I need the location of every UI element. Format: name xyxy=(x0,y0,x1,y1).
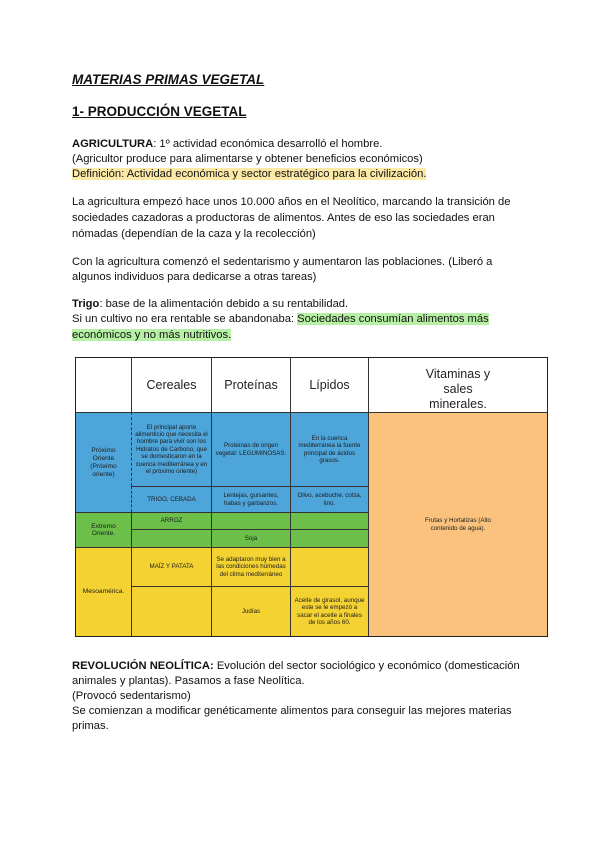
eo-lipid-empty xyxy=(290,512,368,529)
vitamins-text: Frutas y Hortalizas (Alto contenido de agua). xyxy=(424,517,492,532)
po-protein-note: Proteínas de origen vegetal: LEGUMINOSAS: xyxy=(211,412,290,486)
header-lipidos: Lípidos xyxy=(290,358,368,412)
wheat-highlight-1: Sociedades consumían alimentos más xyxy=(297,313,489,325)
header-corner xyxy=(76,358,131,412)
section-heading: 1- PRODUCCIÓN VEGETAL xyxy=(72,104,247,119)
eo-cereal: ARROZ xyxy=(131,512,211,529)
revolution-line xyxy=(72,658,520,674)
wheat-text: : base de la alimentación debido a su rentabilidad. xyxy=(99,298,349,310)
paragraph-2-line-2: algunos individuos para dedicarse a otras tareas) xyxy=(72,271,317,283)
revolution-line-4: Se comienzan a modificar genéticamente alimentos para conseguir las mejores materias xyxy=(72,705,512,717)
region-po-label: Próximo Oriente (Próximo oriente) xyxy=(90,446,117,478)
me-lipid-empty xyxy=(290,547,368,586)
wheat-label: Trigo xyxy=(72,298,100,310)
paragraph-1-line-3: nómadas (dependían de la caza y la recolección) xyxy=(72,228,316,240)
region-me-label: Mesoamérica. xyxy=(82,588,125,596)
po-cereal: TRIGO, CEBADA xyxy=(131,486,211,512)
me-protein-note: Se adaptaron muy bien a las condiciones húmedas del clima mediterráneo xyxy=(211,547,290,586)
header-cereales: Cereales xyxy=(131,358,211,412)
agriculture-line-2: (Agricultor produce para alimentarse y obtener beneficios económicos) xyxy=(72,153,423,165)
me-lipid: Aceite de girasol, aunque este se le empezó a sacar el aceite a finales de los años 60. xyxy=(290,586,368,636)
wheat-line xyxy=(72,296,348,312)
region-extremo-oriente xyxy=(76,512,131,547)
document-title: MATERIAS PRIMAS VEGETAL xyxy=(72,72,265,87)
eo-lipid-empty-2 xyxy=(290,529,368,547)
header-vitaminas xyxy=(368,358,547,412)
revolution-line-2: animales y plantas). Pasamos a fase Neolítica. xyxy=(72,675,305,687)
wheat-line-2 xyxy=(72,311,489,327)
po-cereal-note: El principal aporte alimenticio que necesita el hombre para vivir son los Hidratos de Carbono, que se domesticaron en la cuenca mediterránea y en el próximo oriente) xyxy=(131,412,211,486)
region-proximo-oriente xyxy=(76,412,131,512)
paragraph-1-line-1: La agricultura empezó hace unos 10.000 años en el Neolítico, marcando la transición de xyxy=(72,196,511,208)
wheat-line-3 xyxy=(72,327,231,343)
vitamins-cell xyxy=(368,412,547,636)
wheat-highlight-2: económicos y no más nutritivos. xyxy=(72,329,232,341)
po-protein: Lentejas, guisantes, habas y garbanzos. xyxy=(211,486,290,512)
agriculture-text: : 1º actividad económica desarrolló el hombre. xyxy=(153,138,383,150)
agriculture-line xyxy=(72,136,382,152)
eo-protein-empty xyxy=(211,512,290,529)
revolution-text: Evolución del sector sociológico y económico (domesticación xyxy=(213,660,520,672)
header-proteinas: Proteínas xyxy=(211,358,290,412)
paragraph-2-line-1: Con la agricultura comenzó el sedentarismo y aumentaron las poblaciones. (Liberó a xyxy=(72,256,493,268)
region-eo-label: Extremo Oriente. xyxy=(91,522,116,537)
po-lipid-note: En la cuenca mediterránea la fuente principal de ácidos grasos. xyxy=(290,412,368,486)
revolution-line-5: primas. xyxy=(72,720,109,732)
crops-table xyxy=(75,357,548,637)
me-cereal: MAÍZ Y PATATA xyxy=(131,547,211,586)
me-protein: Judías xyxy=(211,586,290,636)
revolution-line-3: (Provocó sedentarismo) xyxy=(72,690,191,702)
po-lipid: Olivo, acebuche, colza, lino. xyxy=(290,486,368,512)
agriculture-label: AGRICULTURA xyxy=(72,138,154,150)
definition-line xyxy=(72,166,426,182)
revolution-label: REVOLUCIÓN NEOLÍTICA: xyxy=(72,660,214,672)
paragraph-1-line-2: sociedades cazadoras a productoras de alimentos. Antes de eso las sociedades eran xyxy=(72,212,495,224)
eo-cereal-empty xyxy=(131,529,211,547)
eo-protein: Soja xyxy=(211,529,290,547)
wheat-line-2-text: Si un cultivo no era rentable se abandonaba: xyxy=(72,313,298,325)
region-mesoamerica xyxy=(76,547,131,636)
header-vitaminas-text: Vitaminas y sales minerales. xyxy=(425,367,491,411)
definition-highlight: Definición: Actividad económica y sector estratégico para la civilización. xyxy=(72,168,427,180)
me-cereal-empty xyxy=(131,586,211,636)
